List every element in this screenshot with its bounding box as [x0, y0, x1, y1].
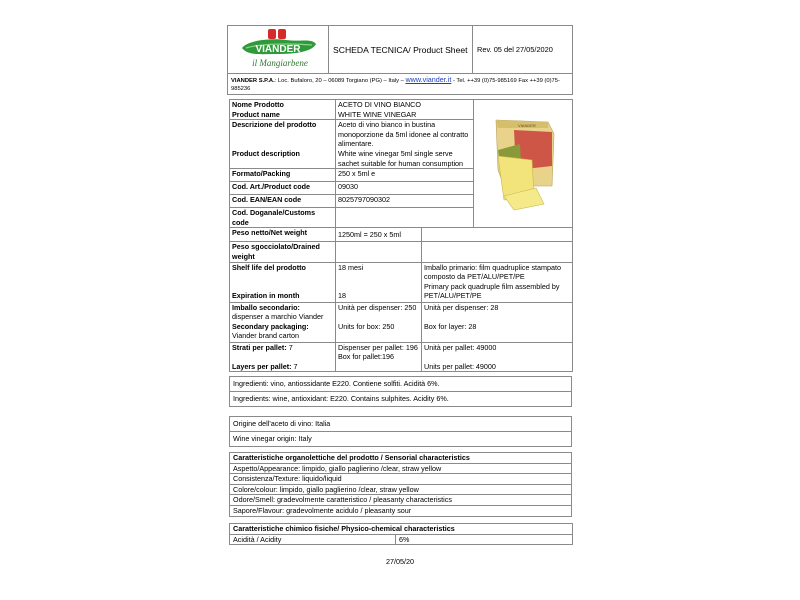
origin-it: Origine dell'aceto di vino: Italia — [230, 417, 572, 432]
footer-date: 27/05/20 — [386, 557, 414, 566]
ingredients-table — [229, 376, 572, 407]
ingredients-it: Ingredienti: vino, antiossidante E220. Contiene solfiti. Acidità 6%. — [230, 377, 572, 392]
customs-code-value — [336, 208, 474, 228]
product-spec-table — [229, 99, 573, 372]
chemical-value: 6% — [396, 534, 573, 545]
table-row: Cod. Art./Product code 09030 — [230, 182, 573, 195]
company-logo — [228, 26, 329, 73]
sensorial-row: Consistenza/Texture: liquido/liquid — [230, 474, 572, 485]
revision-label: Rev. 05 del 27/05/2020 — [477, 45, 553, 54]
units-dispenser-values: Unità per dispenser: 250 Units for box: 250 — [336, 302, 422, 342]
sensorial-row: Colore/colour: limpido, giallo paglierino /clear, straw yellow — [230, 484, 572, 495]
product-code-value: 09030 — [336, 182, 474, 195]
table-row — [230, 100, 573, 120]
table-row — [230, 484, 572, 495]
product-image-cell — [474, 100, 573, 228]
table-row — [230, 417, 572, 432]
chemical-title: Caratteristiche chimico fisiche/ Physico-chemical characteristics — [230, 524, 573, 535]
table-row — [230, 302, 573, 342]
table-row — [230, 534, 573, 545]
sensorial-row: Odore/Smell: gradevolmente caratteristico / pleasanty characteristics — [230, 495, 572, 506]
sensorial-row: Aspetto/Appearance: limpido, giallo paglierino /clear, straw yellow — [230, 463, 572, 474]
origin-en: Wine vinegar origin: Italy — [230, 432, 572, 447]
sensorial-row: Sapore/Flavour: gradevolmente acidulo / pleasanty sour — [230, 505, 572, 516]
product-name-en: WHITE WINE VINEGAR — [338, 109, 417, 119]
origin-table — [229, 416, 572, 447]
company-name: VIANDER S.P.A. — [231, 78, 275, 84]
svg-text:VIANDER: VIANDER — [255, 44, 301, 55]
website-link[interactable]: www.viander.it — [405, 75, 452, 84]
document-header — [227, 25, 573, 95]
company-address — [228, 73, 572, 95]
document-title: SCHEDA TECNICA/ Product Sheet — [329, 26, 473, 73]
table-row — [230, 432, 572, 447]
description-it: Aceto di vino bianco in bustina monoporzione da 5ml idonee al contratto alimentare. — [338, 120, 469, 149]
net-weight-value: 1250ml = 250 x 5ml — [336, 228, 422, 242]
contacts-text: - Tel. ++39 (0)75-985169 Fax ++39 (0)75-985236 — [231, 78, 560, 92]
product-name-it: ACETO DI VINO BIANCO — [338, 100, 421, 109]
product-name-labels: Nome Prodotto Product name — [230, 100, 336, 120]
description-values — [336, 120, 474, 169]
product-name-values — [336, 100, 474, 120]
table-row: Cod. Doganale/Customs code — [230, 208, 573, 228]
table-row — [230, 453, 572, 464]
ingredients-en: Ingredients: wine, antioxidant: E220. Contains sulphites. Acidity 6%. — [230, 392, 572, 407]
table-row — [230, 524, 573, 535]
table-row — [230, 463, 572, 474]
shelf-life-values: 18 mesi 18 — [336, 262, 422, 302]
table-row: Peso sgocciolato/Drained weight — [230, 242, 573, 262]
packing-value: 250 x 5ml e — [336, 169, 474, 182]
secondary-packaging-labels: Imballo secondario: dispenser a marchio Viander Secondary packaging: Viander brand carton — [230, 302, 336, 342]
table-row — [230, 495, 572, 506]
table-row — [230, 262, 573, 302]
table-row — [230, 474, 572, 485]
chemical-param: Acidità / Acidity — [230, 534, 396, 545]
pallet-layer-labels: Strati per pallet: 7 Layers per pallet: 7 — [230, 342, 336, 372]
ean-code-value: 8025797090302 — [336, 195, 474, 208]
shelf-life-labels: Shelf life del prodotto Expiration in month — [230, 262, 336, 302]
svg-text:il Mangiarbene: il Mangiarbene — [252, 58, 308, 68]
viander-logo-icon — [228, 26, 328, 72]
address-text: : Loc. Bufaloro, 20 – 06089 Torgiano (PG) – Italy – — [274, 78, 406, 84]
table-row: Peso netto/Net weight 1250ml = 250 x 5ml — [230, 228, 573, 242]
chemical-table — [229, 523, 573, 545]
primary-packaging: Imballo primario: film quadruplice stampato composto da PET/ALU/PET/PE Primary pack quadruple film assembled by PET/ALU/PET/PE — [422, 262, 573, 302]
svg-text:VIANDER: VIANDER — [518, 123, 536, 128]
product-dispenser-image — [474, 100, 571, 220]
drained-weight-value — [336, 242, 422, 262]
layer-values: Unità per dispenser: 28 Box for layer: 28 — [422, 302, 573, 342]
table-row — [230, 377, 572, 392]
pallet-dispenser-values: Dispenser per pallet: 196 Box for pallet:196 — [336, 342, 422, 372]
description-en: White wine vinegar 5ml single serve sachet suitable for human consumption — [338, 148, 464, 168]
table-row — [230, 342, 573, 372]
table-row — [230, 392, 572, 407]
table-row: Formato/Packing 250 x 5ml e — [230, 169, 573, 182]
description-labels: Descrizione del prodotto Product description — [230, 120, 336, 169]
sensorial-title: Caratteristiche organolettiche del prodotto / Sensorial characteristics — [230, 453, 572, 464]
table-row: Cod. EAN/EAN code 8025797090302 — [230, 195, 573, 208]
sensorial-table — [229, 452, 572, 517]
pallet-unit-values: Unità per pallet: 49000 Units per pallet: 49000 — [422, 342, 573, 372]
table-row — [230, 505, 572, 516]
